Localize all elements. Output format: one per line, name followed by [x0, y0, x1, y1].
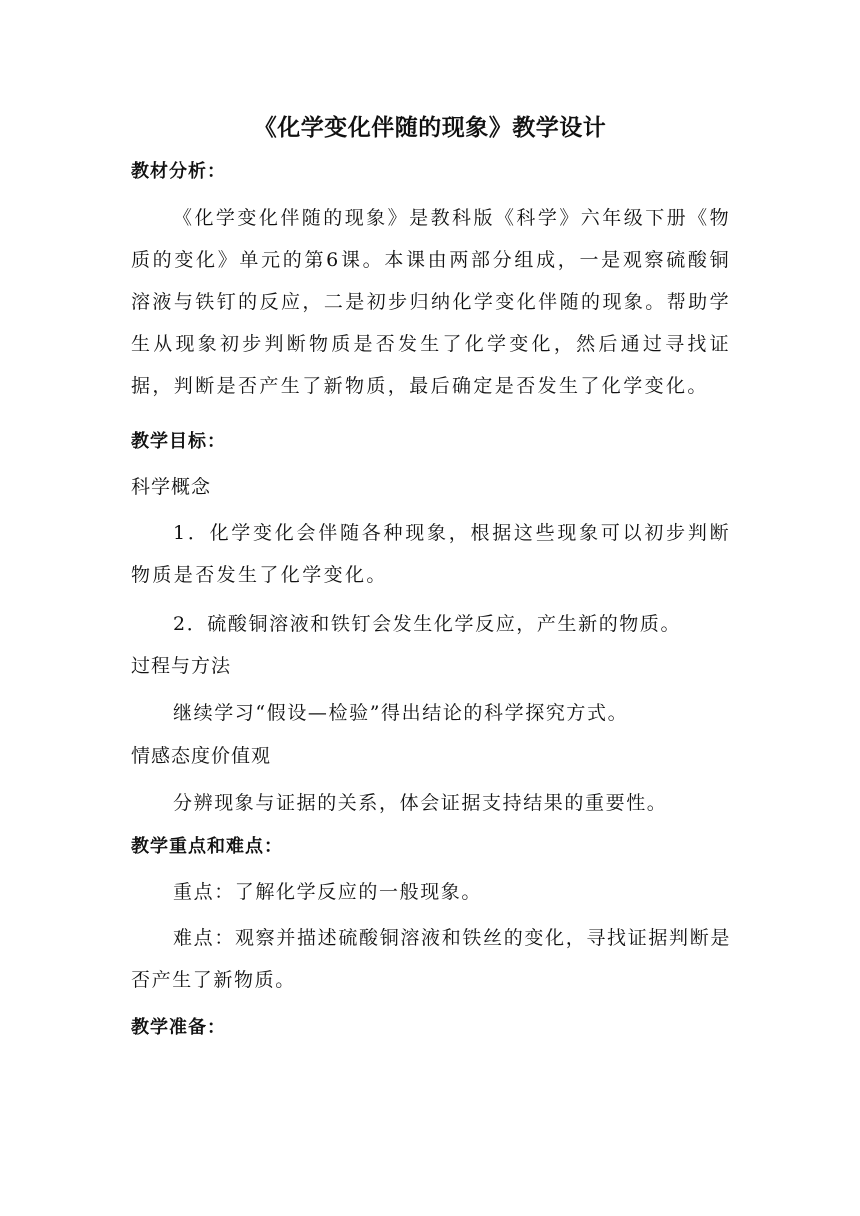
heading-material-analysis: 教材分析：: [131, 161, 226, 182]
label-science-concept: 科学概念: [131, 476, 212, 498]
heading-teaching-preparation: 教学准备：: [131, 1017, 226, 1038]
document-title: 《化学变化伴随的现象》教学设计: [253, 115, 607, 141]
key-point-difficulty: 难点：观察并描述硫酸铜溶液和铁丝的变化，寻找证据判断是否产生了新物质。: [131, 927, 731, 991]
heading-teaching-goals: 教学目标：: [131, 431, 226, 452]
concept-item-1: 1．化学变化会伴随各种现象，根据这些现象可以初步判断物质是否发生了化学变化。: [131, 522, 731, 586]
key-point-focus: 重点：了解化学反应的一般现象。: [173, 881, 483, 903]
process-method-text: 继续学习“假设—检验”得出结论的科学探究方式。: [173, 702, 629, 724]
label-process-method: 过程与方法: [131, 655, 232, 677]
heading-key-points: 教学重点和难点：: [131, 836, 283, 857]
paragraph-material-analysis: 《化学变化伴随的现象》是教科版《科学》六年级下册《物质的变化》单元的第6课。本课由两部分组成，一是观察硫酸铜溶液与铁钉的反应，二是初步归纳化学变化伴随的现象。帮助学生从现象初步判断物质是否发生了化学变化，然后通过寻找证据，判断是否产生了新物质，最后确定是否发生了化学变化。: [131, 207, 731, 397]
label-emotion-attitude: 情感态度价值观: [131, 745, 272, 767]
concept-item-2: 2．硫酸铜溶液和铁钉会发生化学反应，产生新的物质。: [173, 613, 682, 635]
emotion-attitude-text: 分辨现象与证据的关系，体会证据支持结果的重要性。: [173, 792, 668, 814]
